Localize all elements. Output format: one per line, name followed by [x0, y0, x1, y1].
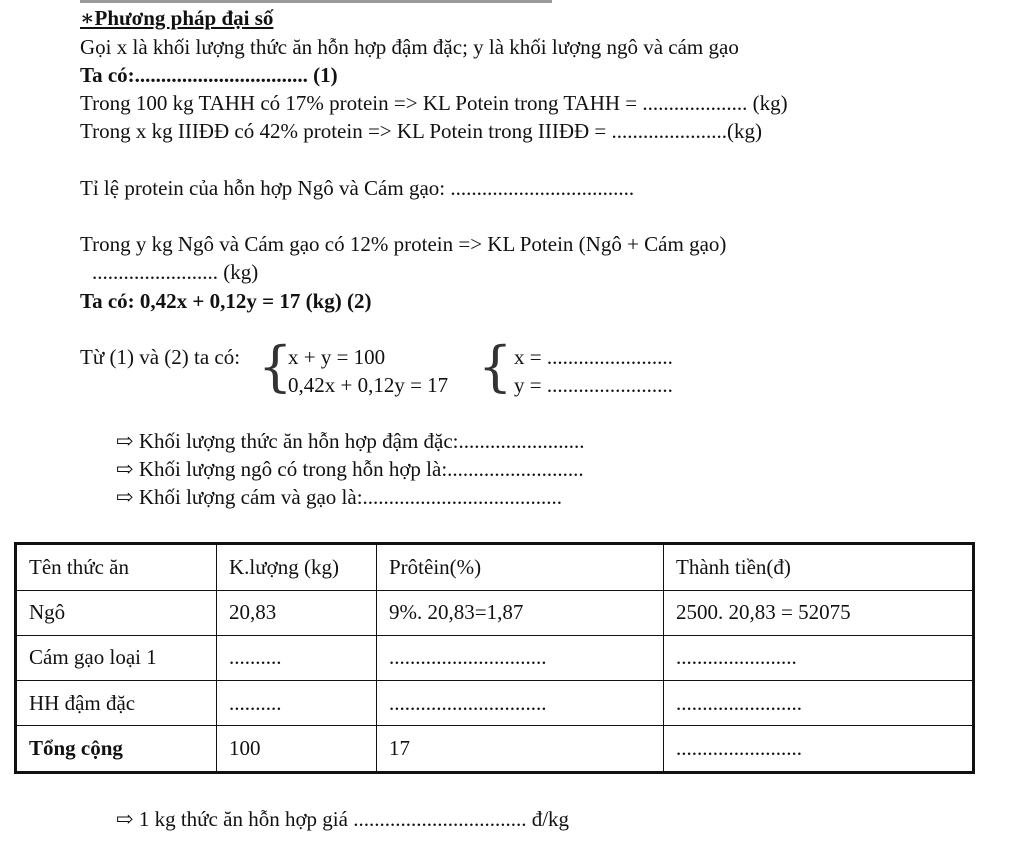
protein-hhdd-line: Trong x kg IIIĐĐ có 42% protein => KL Potein trong IIIĐĐ = ......................(kg) — [80, 119, 762, 143]
left-brace-icon: { — [258, 335, 293, 398]
system-eq1: x + y = 100 — [288, 345, 386, 369]
result-concentrate: ⇨ Khối lượng thức ăn hỗn hợp đậm đặc:........................ — [116, 429, 585, 453]
table-row — [16, 635, 974, 680]
solution-x: x = ........................ — [514, 345, 673, 369]
left-brace-icon: { — [478, 335, 513, 398]
top-rule — [80, 0, 552, 3]
feed-table — [14, 542, 975, 774]
equation-2-line: Ta có: 0,42x + 0,12y = 17 (kg) (2) — [80, 289, 372, 313]
cell: 100 — [217, 726, 377, 773]
result-corn: ⇨ Khối lượng ngô có trong hỗn hợp là:.......................... — [116, 457, 584, 481]
cell: .......... — [217, 681, 377, 726]
cell: Cám gạo loại 1 — [16, 635, 217, 680]
ratio-line: Tỉ lệ protein của hỗn hợp Ngô và Cám gạo: ................................... — [80, 176, 635, 200]
equation-1-line: Ta có:................................. (1) — [80, 63, 338, 87]
result-bran-rice: ⇨ Khối lượng cám và gạo là:...................................... — [116, 485, 563, 509]
cell: ........................ — [664, 681, 974, 726]
cell: Ngô — [16, 590, 217, 635]
cell: 20,83 — [217, 590, 377, 635]
definition-line: Gọi x là khối lượng thức ăn hỗn hợp đậm đặc; y là khối lượng ngô và cám gạo — [80, 35, 739, 59]
header-feed-name: Tên thức ăn — [16, 544, 217, 591]
protein-corn-bran-line: Trong y kg Ngô và Cám gạo có 12% protein => KL Potein (Ngô + Cám gạo) — [80, 232, 727, 256]
cell: .............................. — [377, 635, 664, 680]
header-protein: Prôtêin(%) — [377, 544, 664, 591]
header-weight: K.lượng (kg) — [217, 544, 377, 591]
table-row — [16, 681, 974, 726]
section-heading: ∗Phương pháp đại số — [80, 6, 274, 30]
table-row — [16, 590, 974, 635]
solution-y: y = ........................ — [514, 373, 673, 397]
cell: ........................ — [664, 726, 974, 773]
protein-corn-bran-blank: ........................ (kg) — [92, 260, 259, 284]
cell: ....................... — [664, 635, 974, 680]
cell: .......... — [217, 635, 377, 680]
cell: 9%. 20,83=1,87 — [377, 590, 664, 635]
system-eq2: 0,42x + 0,12y = 17 — [288, 373, 449, 397]
table-header-row — [16, 544, 974, 591]
protein-tahh-line: Trong 100 kg TAHH có 17% protein => KL Potein trong TAHH = .................... (kg) — [80, 91, 788, 115]
cell: 17 — [377, 726, 664, 773]
cell: Tổng cộng — [16, 726, 217, 773]
system-intro: Từ (1) và (2) ta có: — [80, 345, 241, 369]
cell: 2500. 20,83 = 52075 — [664, 590, 974, 635]
table-total-row — [16, 726, 974, 773]
header-cost: Thành tiền(đ) — [664, 544, 974, 591]
cell: HH đậm đặc — [16, 681, 217, 726]
cell: .............................. — [377, 681, 664, 726]
price-per-kg-line: ⇨ 1 kg thức ăn hỗn hợp giá ................................. đ/kg — [116, 807, 570, 831]
